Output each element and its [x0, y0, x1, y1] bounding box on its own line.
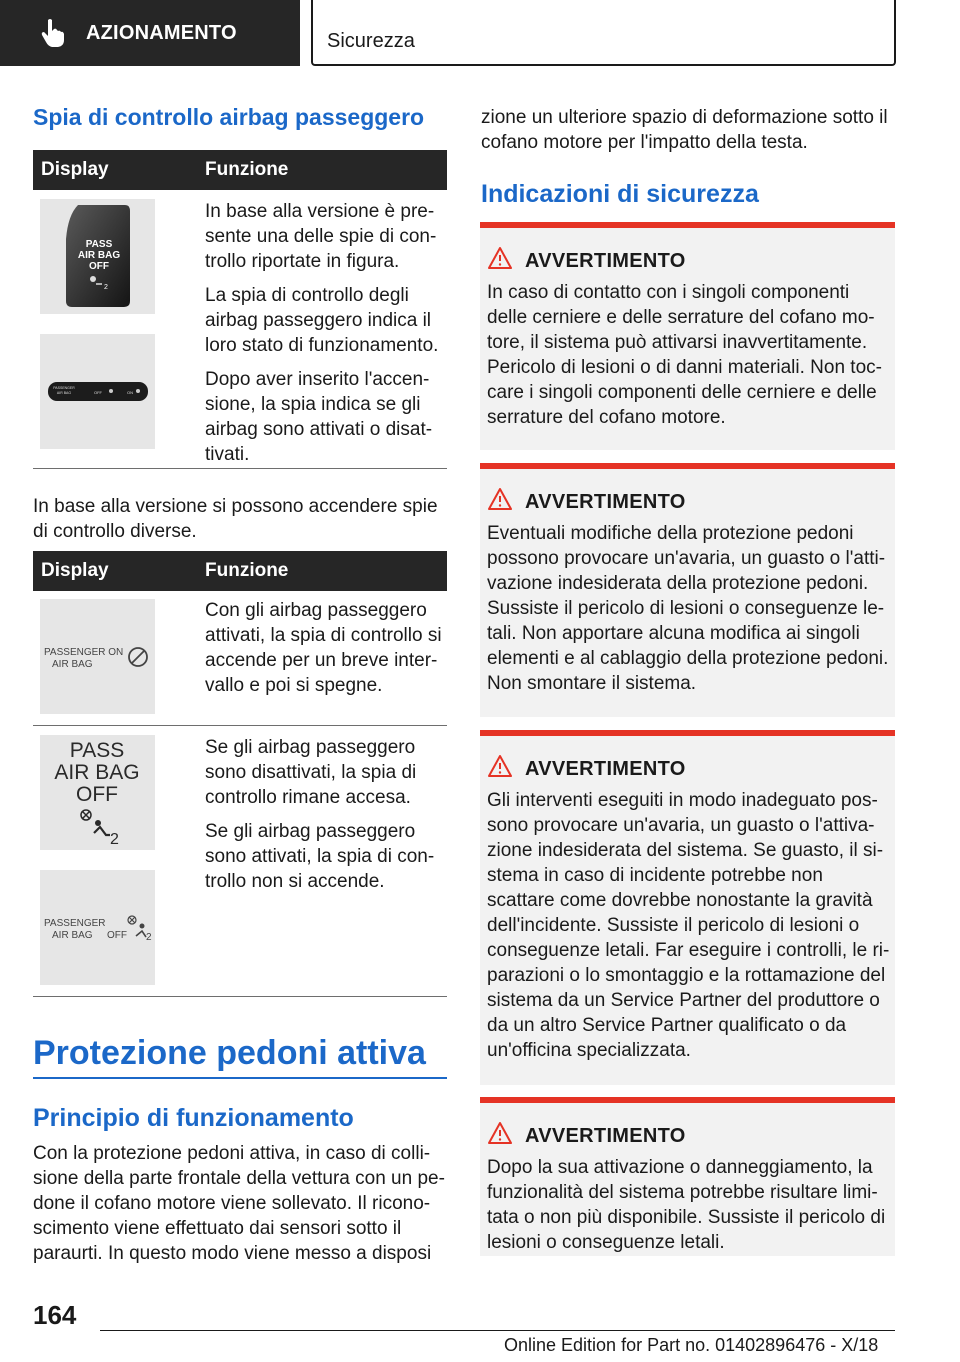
heading-airbag-indicator: Spia di controllo airbag passeggero [33, 104, 425, 130]
on-text-airbag: AIR BAG [52, 659, 93, 670]
table1-header [33, 150, 447, 190]
body-paragraph: Con la protezione pedoni attiva, in caso di collisione della parte frontale della vettura con un pedone il cofano motore viene sollevato. Il riconoscimento viene effettuato dai sensori sotto il paraurti. In questo modo viene messo a disposi [33, 1143, 445, 1264]
strip-text-on: ON [127, 390, 133, 395]
warning-triangle-icon [488, 487, 512, 511]
table2-row2-p1: Se gli airbag passeggero sono disattivati, la spia di controllo rimane accesa. [205, 737, 417, 808]
warning-box-3 [480, 730, 895, 1085]
image-pass-airbag-off-large [40, 735, 155, 850]
hand-pointer-icon [40, 18, 66, 48]
table2-col-display: Display [41, 560, 109, 581]
section-tab [0, 0, 300, 66]
table1-p2: La spia di controllo degli airbag passeggero indica il loro stato di funzionamento. [205, 285, 439, 356]
heading-underline [33, 1077, 447, 1079]
table2-row1-cell [205, 598, 447, 707]
warning-4-title: AVVERTIMENTO [525, 1125, 686, 1147]
table1-p1: In base alla versione è presente una delle spie di controllo riportate in figura. [205, 201, 437, 272]
warning-triangle-icon [488, 246, 512, 270]
table1-col-display: Display [41, 159, 109, 180]
strip-text-airbag: AIR BAG [56, 391, 72, 395]
page-number: 164 [33, 1300, 77, 1330]
chapter-title: Sicurezza [327, 30, 415, 52]
warning-2-text: Eventuali modifiche della protezione pedoni possono provocare un'avaria, un guasto o l'attivazione indesiderata della protezione pedoni. Sussiste il pericolo di lesioni o conseguenze letali. Non apportare alcuna modifica ai singoli elementi e al cablaggio della protezione pedoni. Non smontare il sistema. [487, 523, 889, 694]
warning-triangle-icon [488, 754, 512, 778]
warning-2-title: AVVERTIMENTO [525, 491, 686, 513]
footer-rule [100, 1330, 895, 1331]
btn-text-off: OFF [89, 261, 109, 272]
large-text-2: 2 [110, 831, 119, 848]
footer-edition: Online Edition for Part no. 01402896476 - X/18 [504, 1335, 879, 1355]
large-text-off: OFF [76, 783, 118, 806]
btn-text-2: 2 [104, 284, 108, 291]
warning-box-2 [480, 463, 895, 717]
heading-pedestrian-protection: Protezione pedoni attiva [33, 1034, 426, 1072]
table1-p3: Dopo aver inserito l'accensione, la spia indica se gli airbag sono attivati o disattivati. [205, 369, 433, 465]
warning-box-4 [480, 1097, 895, 1256]
warning-1-title: AVVERTIMENTO [525, 250, 686, 272]
chapter-header [311, 0, 896, 66]
large-text-airbag: AIR BAG [54, 761, 140, 784]
strip-text-passenger: PASSENGER [53, 386, 75, 390]
table2-row1-rule [33, 725, 447, 726]
image-passenger-on-airbag [40, 599, 155, 714]
offstrip-text-2: 2 [146, 932, 152, 943]
heading-working-principle: Principio di funzionamento [33, 1104, 354, 1132]
table2-row2-cell [205, 735, 447, 903]
warning-4-text: Dopo la sua attivazione o danneggiamento, la funzionalità del sistema potrebbe risultare limitata o non più disponibile. Sussiste il pericolo di lesioni o conseguenze letali. [487, 1157, 886, 1253]
btn-text-airbag: AIR BAG [77, 250, 121, 261]
btn-text-pass: PASS [85, 239, 113, 250]
warning-1-text: In caso di contatto con i singoli componenti delle cerniere e delle serrature del cofano motore, il sistema può attivarsi inavvertitamente. Pericolo di lesioni o di danni materiali. Non toccare i singoli componenti delle cerniere e delle serrature del cofano motore. [487, 282, 882, 428]
table1-col-function: Funzione [205, 159, 289, 180]
table2-col-function: Funzione [205, 560, 289, 581]
strip-text-off: OFF [94, 390, 102, 395]
offstrip-text-off: OFF [107, 930, 127, 941]
table2-header [33, 551, 447, 591]
image-pass-airbag-off-button [40, 199, 155, 314]
table2-row2-p2: Se gli airbag passeggero sono attivati, la spia di controllo non si accende. [205, 821, 435, 892]
table2-row1-text: Con gli airbag passeggero attivati, la spia di controllo si accende per un breve intervallo e poi si spegne. [205, 600, 442, 696]
on-text-passenger-on: PASSENGER ON [44, 647, 124, 658]
heading-safety-notes: Indicazioni di sicurezza [481, 180, 759, 208]
warning-3-title: AVVERTIMENTO [525, 758, 686, 780]
offstrip-text-airbag: AIR BAG [52, 930, 93, 941]
continued-paragraph: zione un ulteriore spazio di deformazione sotto il cofano motore per l'impatto della testa. [481, 107, 888, 153]
warning-triangle-icon [488, 1121, 512, 1145]
offstrip-text-passenger: PASSENGER [44, 918, 106, 929]
airbag-symbol [90, 276, 96, 282]
section-title: AZIONAMENTO [86, 21, 237, 44]
table1-bottom-rule [33, 468, 447, 469]
image-passenger-airbag-off [40, 870, 155, 985]
warning-box-1 [480, 222, 895, 450]
image-passenger-strip [40, 334, 155, 449]
table2-bottom-rule [33, 996, 447, 997]
warning-3-text: Gli interventi eseguiti in modo inadeguato possono provocare un'avaria, un guasto o l'attivazione indesiderata del sistema. Se guasto, il sistema in caso di incidente potrebbe non scattare come dovrebbe nonostante la gravità dell'incidente. Sussiste il pericolo di lesioni o conseguenze letali. Far eseguire i controlli, le riparazioni o lo smontaggio e la rottamazione del sistema da un Service Partner del produttore o da un altro Service Partner qualificato o da un'officina specializzata. [487, 790, 890, 1061]
intro-paragraph: In base alla versione si possono accendere spie di controllo diverse. [33, 496, 438, 542]
table1-function-cell [205, 199, 447, 476]
large-text-pass: PASS [69, 739, 125, 762]
